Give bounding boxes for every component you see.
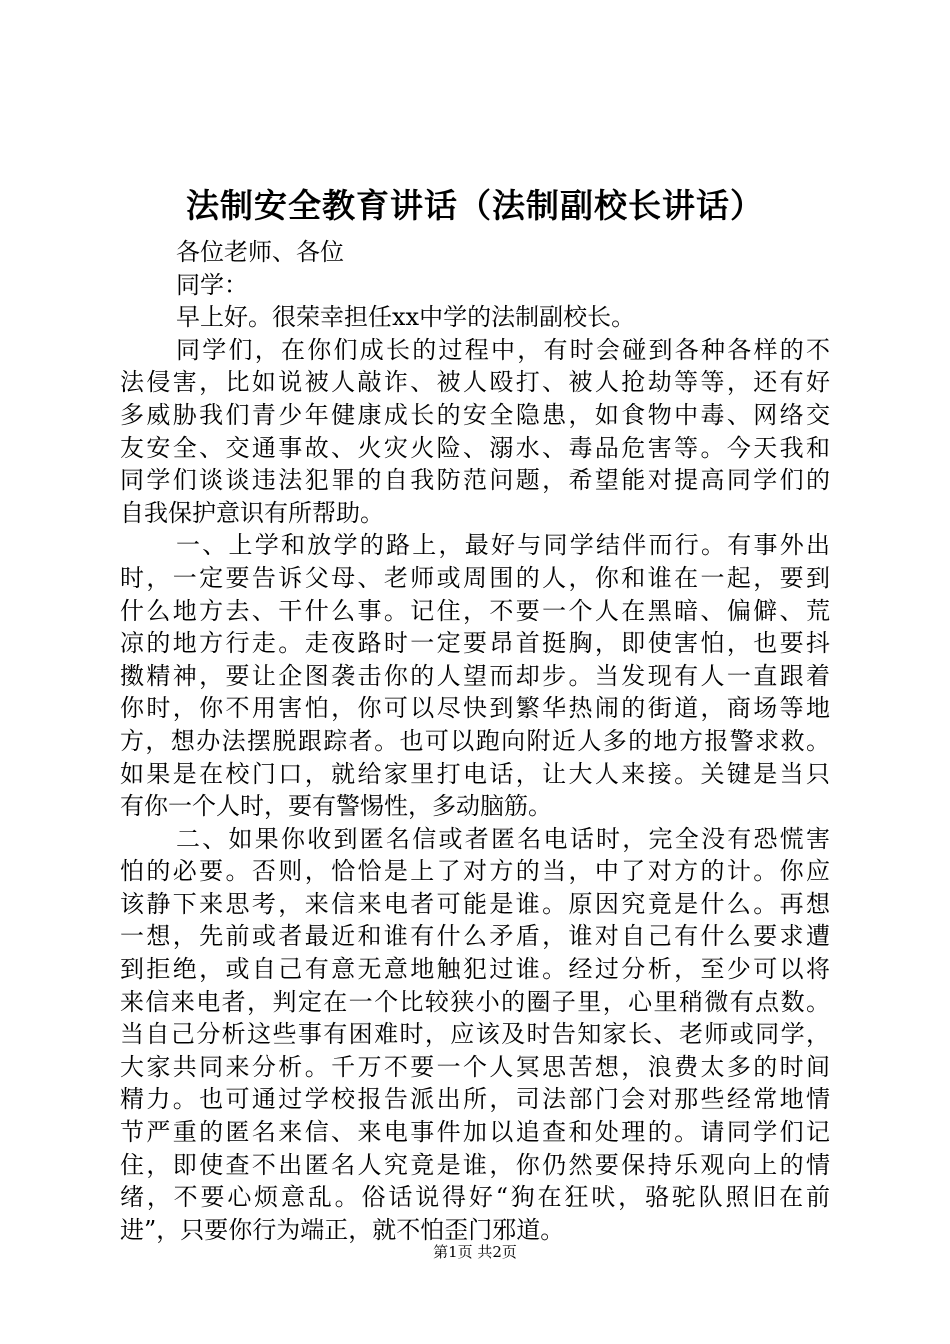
body-line: 自我保护意识有所帮助。 (120, 498, 384, 527)
body-line: 同学： (176, 270, 248, 299)
body-line: 如果是在校门口，就给家里打电话，让大人来接。关键是当只 (120, 759, 830, 788)
body-line: 该静下来思考，来信来电者可能是谁。原因究竟是什么。再想 (120, 889, 830, 918)
body-line: 各位老师、各位 (176, 238, 344, 266)
body-line: 早上好。很荣幸担任xx中学的法制副校长。 (176, 303, 636, 332)
body-line: 同学们谈谈违法犯罪的自我防范问题，希望能对提高同学们的 (120, 466, 830, 495)
body-line: 一、上学和放学的路上，最好与同学结伴而行。有事外出 (176, 531, 830, 560)
body-line: 精力。也可通过学校报告派出所，司法部门会对那些经常地情 (120, 1085, 830, 1114)
body-line: 二、如果你收到匿名信或者匿名电话时，完全没有恐慌害 (176, 824, 830, 853)
body-line: 法侵害，比如说被人敲诈、被人殴打、被人抢劫等等，还有好 (120, 368, 830, 397)
body-line: 同学们，在你们成长的过程中，有时会碰到各种各样的不 (176, 335, 830, 364)
body-line: 一想，先前或者最近和谁有什么矛盾，谁对自己有什么要求遭 (120, 922, 830, 951)
body-line: 时，一定要告诉父母、老师或周围的人，你和谁在一起，要到 (120, 563, 830, 592)
body-line: 怕的必要。否则，恰恰是上了对方的当，中了对方的计。你应 (120, 857, 830, 886)
body-line: 方，想办法摆脱跟踪者。也可以跑向附近人多的地方报警求救。 (120, 726, 830, 755)
document-title: 法制安全教育讲话（法制副校长讲话） (186, 186, 764, 225)
body-line: 住，即使查不出匿名人究竟是谁，你仍然要保持乐观向上的情 (120, 1150, 830, 1179)
body-line: 友安全、交通事故、火灾火险、溺水、毒品危害等。今天我和 (120, 433, 830, 462)
body-line: 当自己分析这些事有困难时，应该及时告知家长、老师或同学， (120, 1020, 830, 1049)
body-line: 多威胁我们青少年健康成长的安全隐患，如食物中毒、网络交 (120, 400, 830, 429)
body-line: 凉的地方行走。走夜路时一定要昂首挺胸，即使害怕，也要抖 (120, 629, 830, 658)
body-line: 擞精神，要让企图袭击你的人望而却步。当发现有人一直跟着 (120, 661, 830, 690)
body-line: 你时，你不用害怕，你可以尽快到繁华热闹的街道，商场等地 (120, 694, 830, 723)
body-line: 进”，只要你行为端正，就不怕歪门邪道。 (120, 1215, 565, 1244)
body-line: 有你一个人时，要有警惕性，多动脑筋。 (120, 792, 552, 821)
body-line: 什么地方去、干什么事。记住，不要一个人在黑暗、偏僻、荒 (120, 596, 830, 625)
page-footer: 第1页 共2页 (433, 1243, 517, 1261)
body-line: 节严重的匿名来信、来电事件加以追查和处理的。请同学们记 (120, 1118, 830, 1147)
body-line: 大家共同来分析。千万不要一个人冥思苦想，浪费太多的时间 (120, 1052, 830, 1081)
document-body (120, 236, 830, 1246)
body-line: 到拒绝，或自己有意无意地触犯过谁。经过分析，至少可以将 (120, 955, 830, 984)
body-line: 来信来电者，判定在一个比较狭小的圈子里，心里稍微有点数。 (120, 987, 830, 1016)
body-line: 绪，不要心烦意乱。俗话说得好“狗在狂吠，骆驼队照旧在前 (120, 1183, 830, 1212)
